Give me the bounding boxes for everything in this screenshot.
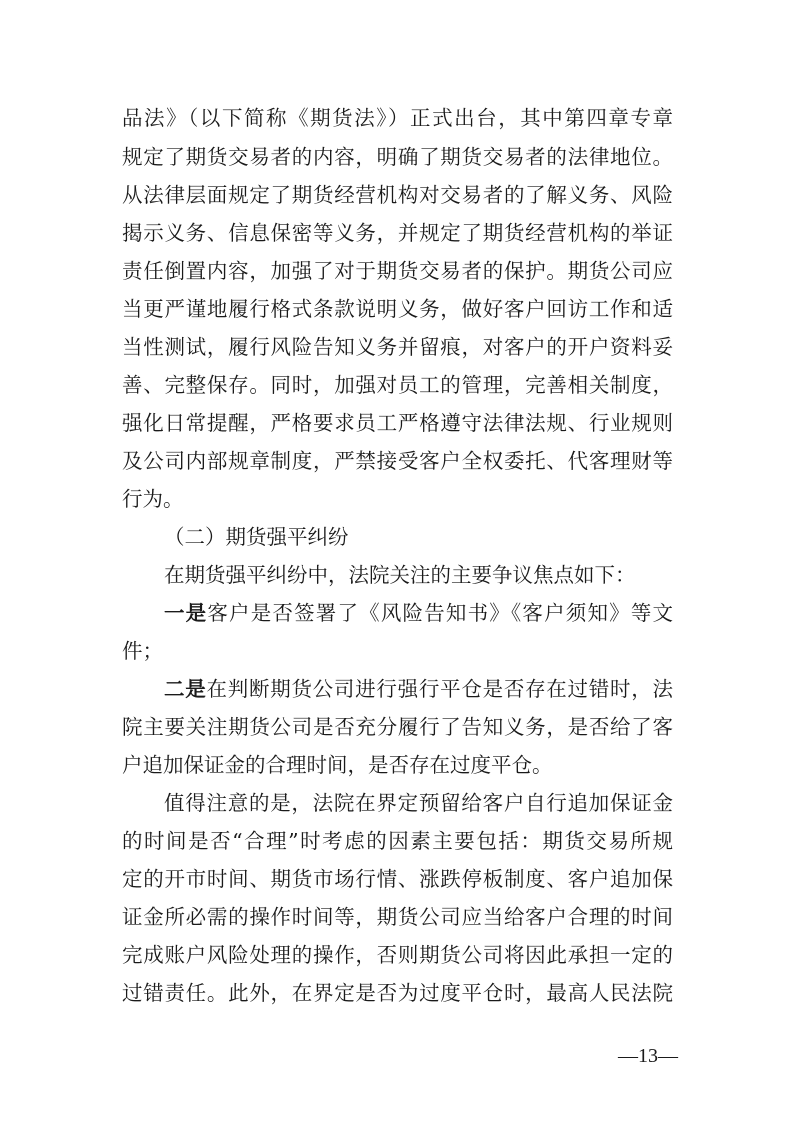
text-line [122,941,673,969]
line-text: 院主要关注期货公司是否充分履行了告知义务，是否给了客 [122,715,673,739]
line-text: 善、完整保存。同时，加强对员工的管理，完善相关制度， [122,373,673,397]
text-line [122,751,673,779]
text-line [164,523,673,551]
text-line [122,181,673,209]
text-line [122,219,673,247]
emphasis-label: 一是 [164,601,208,625]
line-text: 揭示义务、信息保密等义务，并规定了期货经营机构的举证 [122,221,673,245]
line-text: 品法》（以下简称《期货法》）正式出台，其中第四章专章 [122,106,673,130]
line-text: 客户是否签署了《风险告知书》《客户须知》等文 [207,601,674,625]
text-line [122,295,673,323]
text-line [122,143,673,171]
line-text: 件； [122,639,163,663]
text-line [122,865,673,893]
line-text: 当更严谨地履行格式条款说明义务，做好客户回访工作和适 [122,297,673,321]
line-text: 及公司内部规章制度，严禁接受客户全权委托、代客理财等 [122,449,673,473]
text-line [164,599,673,627]
text-line [122,257,673,285]
line-text: 完成账户风险处理的操作，否则期货公司将因此承担一定的 [122,943,673,967]
text-line [122,903,673,931]
emphasis-label: 二是 [164,677,207,701]
text-line [122,485,673,513]
line-text: 证金所必需的操作时间等，期货公司应当给客户合理的时间 [122,905,673,929]
text-line [122,637,673,665]
text-line [164,789,673,817]
line-text: 行为。 [122,487,184,511]
line-text: 值得注意的是，法院在界定预留给客户自行追加保证金 [164,791,673,815]
line-text: 的时间是否“合理”时考虑的因素主要包括：期货交易所规 [122,829,673,853]
text-line [122,371,673,399]
line-text: 责任倒置内容，加强了对于期货交易者的保护。期货公司应 [122,259,673,283]
line-text: 定的开市时间、期货市场行情、涨跌停板制度、客户追加保 [122,867,673,891]
text-line [122,713,673,741]
text-line [164,561,673,589]
text-line [122,979,673,1007]
text-line [164,675,673,703]
text-line [122,333,673,361]
line-text: 在判断期货公司进行强行平仓是否存在过错时，法 [206,677,674,701]
line-text: （二）期货强平纠纷 [164,525,349,549]
line-text: 从法律层面规定了期货经营机构对交易者的了解义务、风险 [122,183,673,207]
text-line [122,409,673,437]
line-text: 规定了期货交易者的内容，明确了期货交易者的法律地位。 [122,145,673,169]
text-line [122,104,673,132]
line-text: 过错责任。此外，在界定是否为过度平仓时，最高人民法院 [122,981,673,1005]
line-text: 在期货强平纠纷中，法院关注的主要争议焦点如下： [164,563,636,587]
text-line [122,827,673,855]
line-text: 强化日常提醒，严格要求员工严格遵守法律法规、行业规则 [122,411,673,435]
text-line [122,447,673,475]
line-text: 户追加保证金的合理时间，是否存在过度平仓。 [122,753,553,777]
line-text: 当性测试，履行风险告知义务并留痕，对客户的开户资料妥 [122,335,673,359]
page-number: —13— [618,1045,678,1067]
